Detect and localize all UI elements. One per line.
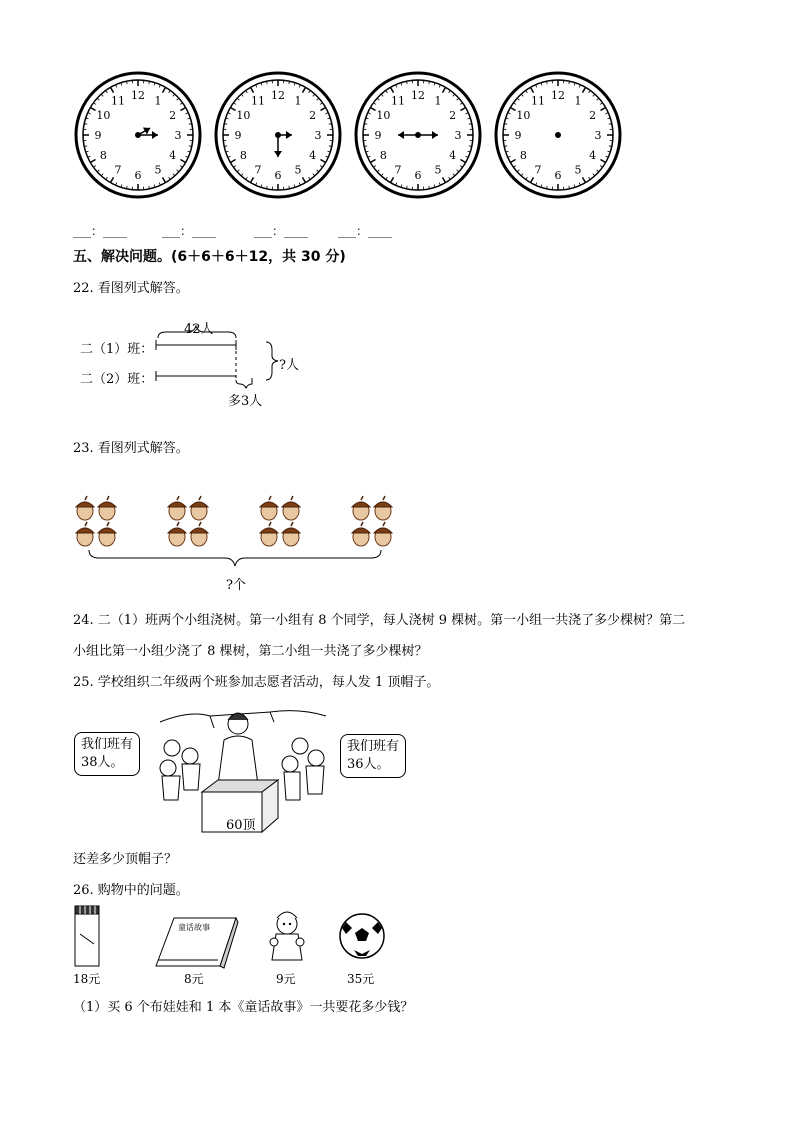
q22-right-label: ?人	[279, 358, 299, 373]
acorn-icon	[352, 522, 370, 546]
acorn-icon	[168, 522, 186, 546]
q26-sub1: （1）买 6 个布娃娃和 1 本《童话故事》一共要花多少钱？	[73, 1000, 414, 1015]
acorn-icon	[98, 522, 116, 546]
clock-number: 10	[236, 109, 251, 122]
clock-number: 10	[516, 109, 531, 122]
q25-title: 25. 学校组织二年级两个班参加志愿者活动，每人发 1 顶帽子。	[73, 675, 440, 690]
clock-number: 3	[314, 129, 322, 142]
clock-number: 1	[434, 94, 442, 108]
clock-number: 1	[294, 94, 302, 108]
clock-face-1	[73, 70, 203, 200]
clock-number: 12	[411, 89, 425, 102]
time-blank-3[interactable]: ___：____	[254, 224, 309, 238]
q23-brace	[85, 548, 385, 574]
clock-number: 5	[434, 163, 442, 177]
clock-number: 9	[94, 129, 102, 142]
clock-number: 3	[174, 129, 182, 142]
acorn-icon	[374, 522, 392, 546]
clock-number: 7	[254, 163, 262, 177]
price-doll: 9元	[276, 972, 296, 986]
pencil-box-icon	[75, 906, 99, 966]
q23-bottom-label: ?个	[226, 578, 246, 593]
clock-number: 4	[309, 149, 317, 162]
q24-line2: 小组比第一小组少浇了 8 棵树，第二小组一共浇了多少棵树？	[73, 644, 428, 659]
price-pencil-box: 18元	[73, 972, 101, 986]
speech-bubble-left: 我们班有 38人。	[74, 732, 140, 776]
clock-number: 11	[531, 94, 545, 108]
acorn-icon	[260, 496, 278, 520]
clock-number: 2	[169, 109, 177, 122]
acorn-icon	[168, 496, 186, 520]
clock-face-4	[493, 70, 623, 200]
price-storybook: 8元	[184, 972, 204, 986]
time-blank-2[interactable]: ___：____	[162, 224, 217, 238]
clock-number: 8	[379, 149, 387, 162]
time-blank-1[interactable]: ___：____	[73, 224, 128, 238]
clock-number: 8	[519, 149, 527, 162]
hat-box-label: 60顶	[226, 818, 256, 833]
acorn-icon	[352, 496, 370, 520]
q24-line1: 24. 二（1）班两个小组浇树。第一小组有 8 个同学，每人浇树 9 棵树。第一小组一共浇了多少棵树？第二	[73, 613, 686, 628]
speech-bubble-right: 我们班有 36人。	[340, 734, 406, 778]
q22-top-label: 42人	[184, 322, 214, 337]
acorn-icon	[260, 522, 278, 546]
clock-number: 2	[309, 109, 317, 122]
clock-number: 2	[589, 109, 597, 122]
clock-number: 3	[594, 129, 602, 142]
acorn-icon	[190, 522, 208, 546]
clock-number: 12	[551, 89, 565, 102]
clock-number: 11	[391, 94, 405, 108]
acorn-groups	[70, 495, 400, 555]
acorn-icon	[76, 496, 94, 520]
clock-number: 11	[111, 94, 125, 108]
clock-face-3	[353, 70, 483, 200]
clock-number: 6	[274, 169, 282, 182]
doll-icon	[270, 912, 304, 960]
clock-number: 7	[534, 163, 542, 177]
clock-number: 5	[154, 163, 162, 177]
clock-number: 9	[234, 129, 242, 142]
clock-face-2	[213, 70, 343, 200]
clock-number: 4	[449, 149, 457, 162]
clock-number: 12	[131, 89, 145, 102]
clock-number: 10	[376, 109, 391, 122]
clock-number: 6	[414, 169, 422, 182]
q22-title: 22. 看图列式解答。	[73, 281, 189, 296]
q23-title: 23. 看图列式解答。	[73, 441, 189, 456]
acorn-icon	[374, 496, 392, 520]
book-cover-title: 童话故事	[178, 923, 210, 932]
clock-number: 4	[589, 149, 597, 162]
shopping-items	[70, 904, 400, 972]
clock-number: 9	[374, 129, 382, 142]
clock-number: 7	[394, 163, 402, 177]
clock-number: 10	[96, 109, 111, 122]
clock-number: 2	[449, 109, 457, 122]
acorn-icon	[76, 522, 94, 546]
clock-number: 1	[154, 94, 162, 108]
clock-number: 6	[554, 169, 562, 182]
clock-number: 9	[514, 129, 522, 142]
section-heading: 五、解决问题。(6＋6＋6＋12，共 30 分)	[73, 249, 346, 265]
clock-number: 6	[134, 169, 142, 182]
clock-number: 7	[114, 163, 122, 177]
clock-number: 5	[574, 163, 582, 177]
acorn-icon	[190, 496, 208, 520]
clock-number: 3	[454, 129, 462, 142]
acorn-icon	[282, 522, 300, 546]
clock-number: 11	[251, 94, 265, 108]
acorn-icon	[282, 496, 300, 520]
q26-title: 26. 购物中的问题。	[73, 883, 189, 898]
time-blank-4[interactable]: ___：____	[338, 224, 393, 238]
soccer-ball-icon	[340, 914, 384, 958]
clock-number: 8	[239, 149, 247, 162]
clock-number: 4	[169, 149, 177, 162]
q25-question: 还差多少顶帽子？	[73, 852, 178, 867]
q22-bottom-label: 多3人	[228, 394, 263, 409]
price-soccer-ball: 35元	[347, 972, 375, 986]
clock-number: 1	[574, 94, 582, 108]
q22-row2-label: 二（2）班：	[80, 372, 154, 387]
acorn-icon	[98, 496, 116, 520]
clock-number: 8	[99, 149, 107, 162]
clock-number: 12	[271, 89, 285, 102]
q22-row1-label: 二（1）班：	[80, 342, 154, 357]
clock-number: 5	[294, 163, 302, 177]
